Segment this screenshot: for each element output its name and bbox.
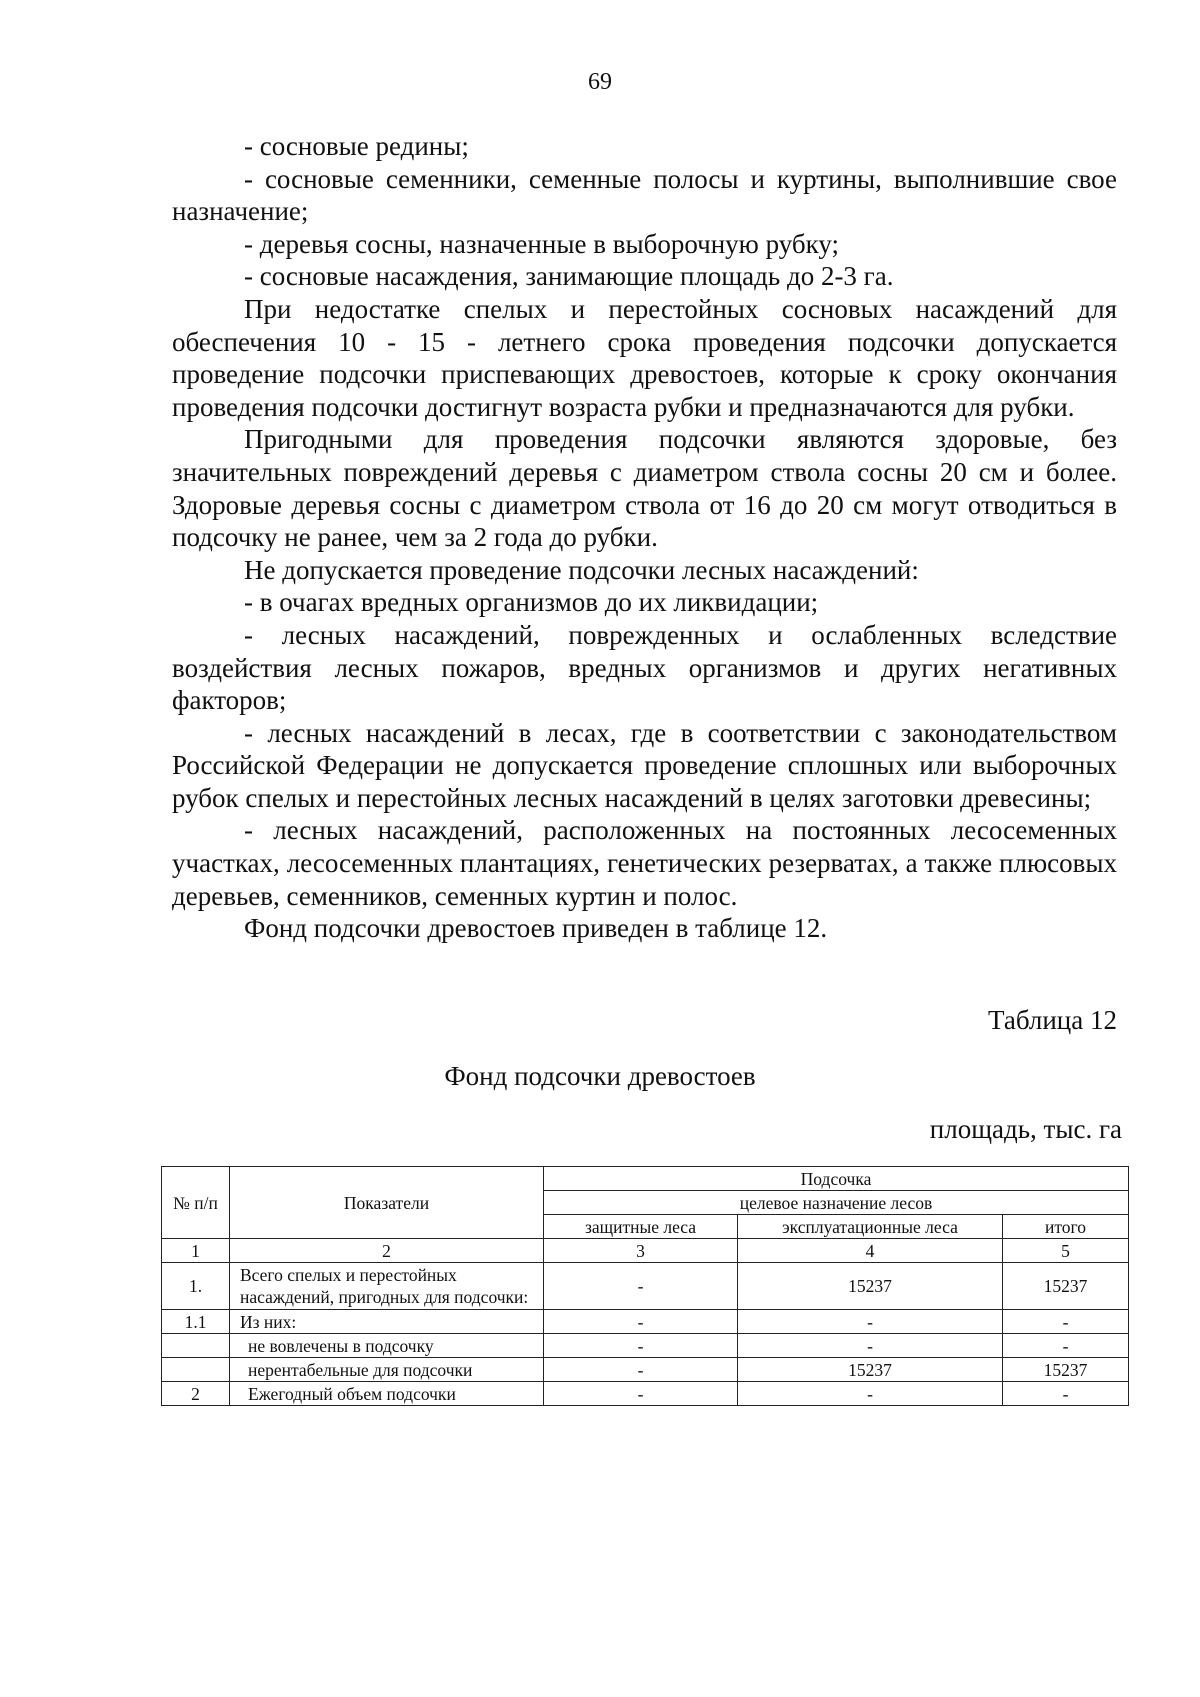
fund-table [161, 1166, 1129, 1406]
table-row [162, 1310, 1129, 1334]
paragraph: - деревья сосны, назначенные в выборочную рубку; [244, 228, 839, 259]
header-subgroup: целевое назначение лесов [544, 1191, 1129, 1215]
row-label: нерентабельные для подсочки [230, 1358, 544, 1382]
row-exploitation: 15237 [738, 1263, 1003, 1310]
page-number: 69 [588, 69, 612, 95]
column-number: 2 [230, 1239, 544, 1263]
column-number: 4 [738, 1239, 1003, 1263]
column-number-row [162, 1239, 1129, 1263]
row-exploitation: - [738, 1334, 1003, 1358]
row-label: Всего спелых и перестойных насаждений, пригодных для подсочки: [230, 1263, 544, 1310]
table-units: площадь, тыс. га [929, 1114, 1122, 1144]
row-total: 15237 [1003, 1358, 1129, 1382]
column-number: 5 [1003, 1239, 1129, 1263]
paragraph: Пригодными для проведения подсочки являются здоровые, без значительных повреждений деревья с диаметром ствола сосны 20 см и более. Здоровые деревья сосны с диаметром ствола от 16 до 20 см могут отводиться в подсочку не ранее, чем за 2 года до рубки. [172, 424, 1117, 553]
table-title: Фонд подсочки древостоев [444, 1061, 756, 1091]
paragraph: При недостатке спелых и перестойных сосновых насаждений для обеспечения 10 - 15 - летнего срока проведения подсочки допускается проведение подсочки приспевающих древостоев, которые к сроку окончания проведения подсочки достигнут возраста рубки и предназначаются для рубки. [172, 293, 1117, 422]
row-total: 15237 [1003, 1263, 1129, 1310]
header-group: Подсочка [544, 1167, 1129, 1191]
table-row [162, 1382, 1129, 1406]
row-protective: - [544, 1358, 738, 1382]
paragraph: - сосновые насаждения, занимающие площадь до 2-3 га. [244, 261, 894, 292]
row-label: Из них: [230, 1310, 544, 1334]
paragraph: - в очагах вредных организмов до их ликвидации; [244, 587, 819, 618]
paragraph: - лесных насаждений в лесах, где в соответствии с законодательством Российской Федерации не допускается проведение сплошных или выборочных рубок спелых и перестойных лесных насаждений в целях заготовки древесины; [172, 717, 1117, 813]
table-row [162, 1263, 1129, 1310]
paragraph: Фонд подсочки древостоев приведен в таблице 12. [244, 913, 828, 944]
row-num: 1. [162, 1263, 230, 1310]
row-label: Ежегодный объем подсочки [230, 1382, 544, 1406]
row-protective: - [544, 1382, 738, 1406]
table-row [162, 1334, 1129, 1358]
row-protective: - [544, 1310, 738, 1334]
row-num: 2 [162, 1382, 230, 1406]
header-indicators: Показатели [230, 1167, 544, 1239]
row-num [162, 1358, 230, 1382]
table-label: Таблица 12 [988, 1005, 1117, 1035]
row-num: 1.1 [162, 1310, 230, 1334]
paragraph: Не допускается проведение подсочки лесных насаждений: [244, 554, 919, 585]
row-total: - [1003, 1334, 1129, 1358]
table-row [162, 1358, 1129, 1382]
paragraph: - сосновые редины; [244, 131, 469, 161]
row-total: - [1003, 1382, 1129, 1406]
row-protective: - [544, 1334, 738, 1358]
header-num: № п/п [162, 1167, 230, 1239]
row-num [162, 1334, 230, 1358]
header-exploitation: эксплуатационные леса [738, 1215, 1003, 1239]
paragraph: - лесных насаждений, поврежденных и ослабленных вследствие воздействия лесных пожаров, вредных организмов и других негативных факторов; [172, 619, 1117, 716]
header-protective: защитные леса [544, 1215, 738, 1239]
header-total: итого [1003, 1215, 1129, 1239]
row-label: не вовлечены в подсочку [230, 1334, 544, 1358]
column-number: 1 [162, 1239, 230, 1263]
paragraph: - лесных насаждений, расположенных на постоянных лесосеменных участках, лесосеменных плантациях, генетических резерватах, а также плюсовых деревьев, семенников, семенных куртин и полос. [172, 815, 1117, 911]
row-protective: - [544, 1263, 738, 1310]
column-number: 3 [544, 1239, 738, 1263]
row-exploitation: - [738, 1382, 1003, 1406]
row-total: - [1003, 1310, 1129, 1334]
body-text [172, 130, 1117, 945]
row-exploitation: 15237 [738, 1358, 1003, 1382]
row-exploitation: - [738, 1310, 1003, 1334]
paragraph: - сосновые семенники, семенные полосы и куртины, выполнившие свое назначение; [172, 163, 1117, 227]
